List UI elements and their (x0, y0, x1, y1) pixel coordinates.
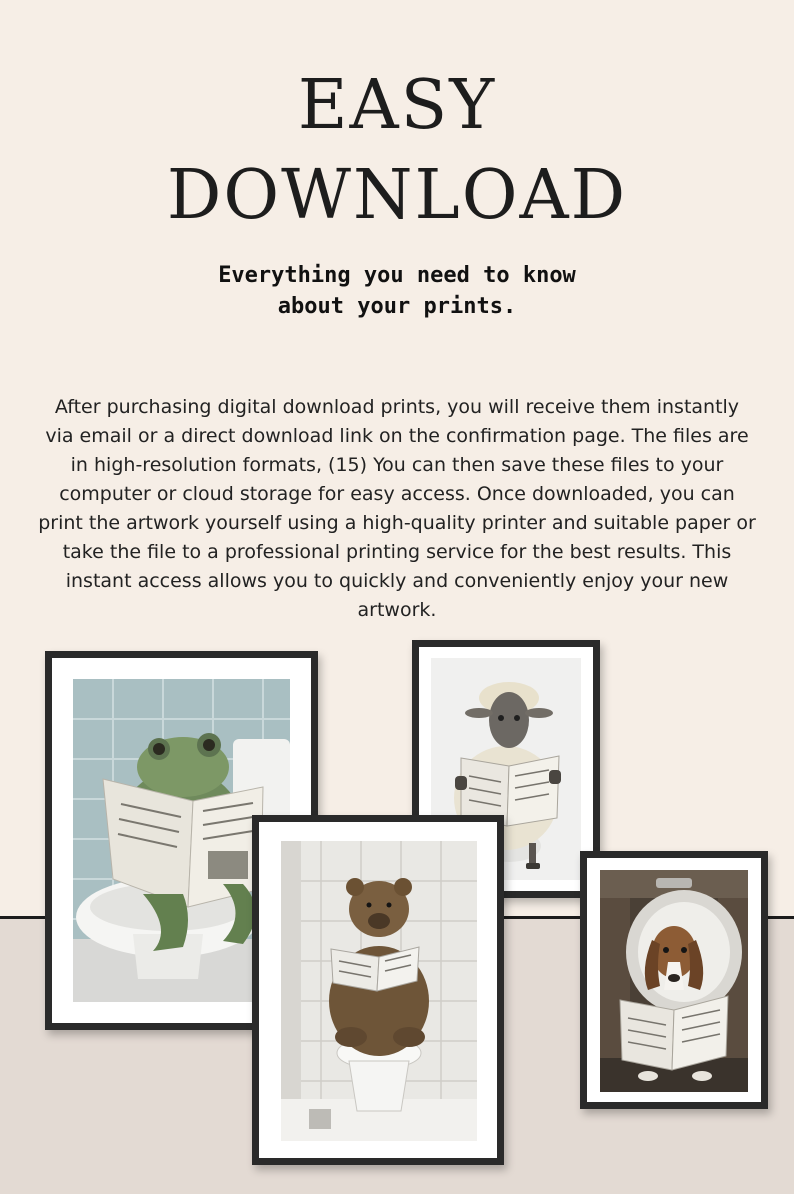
description-line: print the artwork yourself using a high-quality printer and suitable paper or (38, 512, 756, 534)
bear-print-frame (252, 815, 504, 1165)
description-line: via email or a direct download link on the confirmation page. The files are (45, 425, 749, 447)
description-line: in high-resolution formats, (15) You can then save these files to your (70, 454, 724, 476)
subtitle (150, 260, 644, 322)
beagle-print-image (600, 870, 748, 1092)
subtitle-line-2: about your prints. (277, 294, 517, 319)
title-line-2: DOWNLOAD (166, 156, 628, 235)
subtitle-line-1: Everything you need to know (218, 263, 576, 288)
description-line: computer or cloud storage for easy access. Once downloaded, you can (59, 483, 735, 505)
description-line: take the file to a professional printing service for the best results. This (62, 541, 732, 563)
description-line: artwork. (357, 599, 437, 621)
description-line: instant access allows you to quickly and conveniently enjoy your new (65, 570, 729, 592)
beagle-print-frame (580, 851, 768, 1109)
description-paragraph (8, 393, 786, 625)
title-line-1: EASY (297, 66, 497, 145)
description-line: After purchasing digital download prints, you will receive them instantly (54, 396, 740, 418)
bear-print-image (281, 841, 477, 1141)
